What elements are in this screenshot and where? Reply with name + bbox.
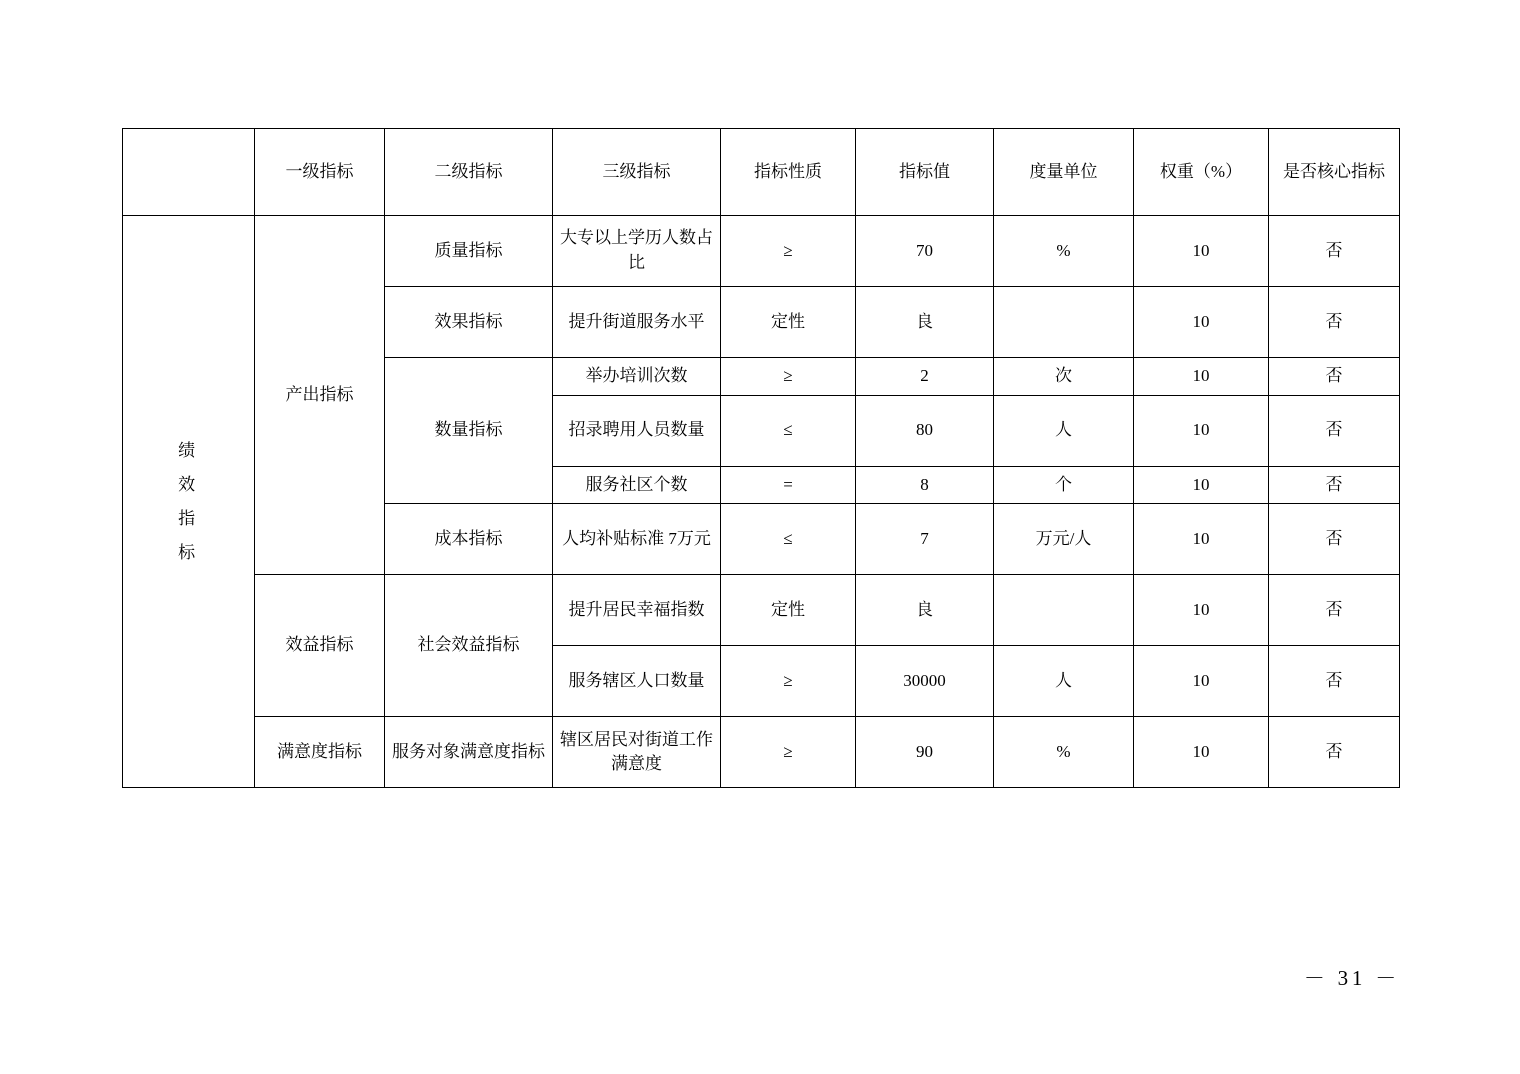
cell-level3: 人均补贴标准 7万元 [553, 504, 721, 575]
cell-nature: 定性 [721, 575, 856, 646]
header-cell-level2: 二级指标 [385, 129, 553, 216]
cell-value: 良 [856, 575, 994, 646]
cell-unit [994, 575, 1134, 646]
cell-level3: 提升居民幸福指数 [553, 575, 721, 646]
header-cell-level1: 一级指标 [255, 129, 385, 216]
cell-unit: % [994, 717, 1134, 788]
header-cell-core: 是否核心指标 [1269, 129, 1400, 216]
cell-level2-social-benefit: 社会效益指标 [385, 575, 553, 717]
performance-indicator-table [122, 128, 1399, 788]
cell-core: 否 [1269, 646, 1400, 717]
header-cell-unit: 度量单位 [994, 129, 1134, 216]
cell-weight: 10 [1134, 646, 1269, 717]
cell-level3: 大专以上学历人数占比 [553, 216, 721, 287]
cell-core: 否 [1269, 287, 1400, 358]
cell-unit: 人 [994, 395, 1134, 466]
cell-core: 否 [1269, 504, 1400, 575]
header-cell-level3: 三级指标 [553, 129, 721, 216]
cell-level1-satisfaction: 满意度指标 [255, 717, 385, 788]
cell-core: 否 [1269, 395, 1400, 466]
cell-weight: 10 [1134, 466, 1269, 504]
row-label-performance [123, 216, 255, 788]
cell-weight: 10 [1134, 575, 1269, 646]
table-row [123, 216, 1400, 287]
cell-weight: 10 [1134, 216, 1269, 287]
header-cell-blank [123, 129, 255, 216]
cell-unit: 次 [994, 358, 1134, 396]
indicator-table [122, 128, 1400, 788]
cell-nature: 定性 [721, 287, 856, 358]
cell-weight: 10 [1134, 504, 1269, 575]
cell-value: 30000 [856, 646, 994, 717]
cell-unit [994, 287, 1134, 358]
table-row [123, 717, 1400, 788]
cell-weight: 10 [1134, 358, 1269, 396]
cell-weight: 10 [1134, 287, 1269, 358]
cell-core: 否 [1269, 575, 1400, 646]
cell-value: 良 [856, 287, 994, 358]
cell-level2: 成本指标 [385, 504, 553, 575]
cell-level3: 招录聘用人员数量 [553, 395, 721, 466]
cell-nature: ≥ [721, 717, 856, 788]
cell-nature: = [721, 466, 856, 504]
cell-nature: ≤ [721, 395, 856, 466]
cell-level2: 质量指标 [385, 216, 553, 287]
cell-level1-output: 产出指标 [255, 216, 385, 575]
cell-value: 90 [856, 717, 994, 788]
cell-level2: 服务对象满意度指标 [385, 717, 553, 788]
header-cell-value: 指标值 [856, 129, 994, 216]
cell-level3: 辖区居民对街道工作满意度 [553, 717, 721, 788]
cell-value: 2 [856, 358, 994, 396]
cell-value: 7 [856, 504, 994, 575]
cell-value: 70 [856, 216, 994, 287]
table-row [123, 575, 1400, 646]
page-number: － 31 － [1303, 966, 1400, 990]
cell-nature: ≤ [721, 504, 856, 575]
cell-nature: ≥ [721, 216, 856, 287]
cell-level3: 服务辖区人口数量 [553, 646, 721, 717]
cell-value: 8 [856, 466, 994, 504]
cell-value: 80 [856, 395, 994, 466]
cell-nature: ≥ [721, 358, 856, 396]
cell-level3: 举办培训次数 [553, 358, 721, 396]
cell-core: 否 [1269, 466, 1400, 504]
cell-level3: 服务社区个数 [553, 466, 721, 504]
cell-weight: 10 [1134, 395, 1269, 466]
header-cell-weight: 权重（%） [1134, 129, 1269, 216]
cell-unit: 万元/人 [994, 504, 1134, 575]
cell-core: 否 [1269, 216, 1400, 287]
cell-weight: 10 [1134, 717, 1269, 788]
cell-nature: ≥ [721, 646, 856, 717]
cell-level2-quantity: 数量指标 [385, 358, 553, 504]
table-header-row [123, 129, 1400, 216]
cell-unit: 人 [994, 646, 1134, 717]
cell-core: 否 [1269, 717, 1400, 788]
row-label-char-2: 指 [178, 508, 199, 528]
cell-level3: 提升街道服务水平 [553, 287, 721, 358]
row-label-char-1: 效 [178, 474, 199, 494]
cell-unit: 个 [994, 466, 1134, 504]
cell-core: 否 [1269, 358, 1400, 396]
cell-level2: 效果指标 [385, 287, 553, 358]
row-label-char-3: 标 [178, 542, 199, 562]
header-cell-nature: 指标性质 [721, 129, 856, 216]
cell-level1-benefit: 效益指标 [255, 575, 385, 717]
cell-unit: % [994, 216, 1134, 287]
row-label-char-0: 绩 [178, 440, 199, 460]
